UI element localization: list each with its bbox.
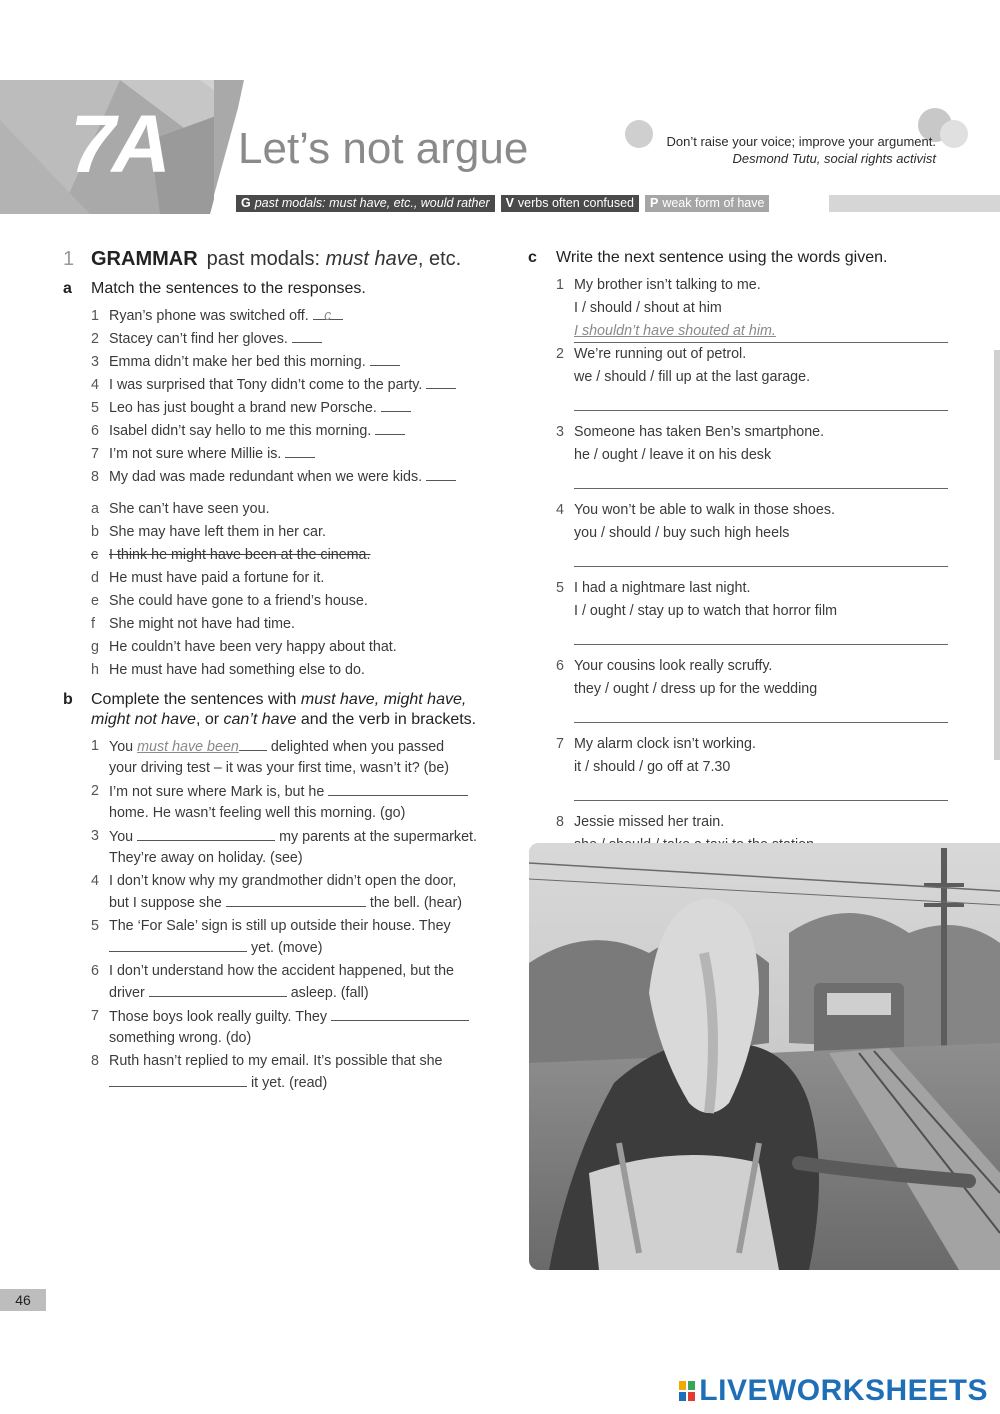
- part-c-items: [556, 274, 948, 879]
- list-item: 4 I was surprised that Tony didn’t come to the party.: [91, 374, 503, 397]
- left-column: [63, 248, 503, 1096]
- list-item: c I think he might have been at the cinema.: [91, 547, 371, 563]
- section-subtitle: past modals: must have, etc.: [206, 248, 462, 270]
- list-item: 8 Ruth hasn’t replied to my email. It’s possible that she it yet. (read): [91, 1053, 443, 1091]
- answer-line[interactable]: [574, 389, 948, 411]
- tag-bar-fill: [829, 195, 1000, 212]
- part-a-responses: [91, 498, 503, 682]
- unit-code: 7A: [70, 99, 167, 190]
- answer-blank[interactable]: [149, 982, 287, 997]
- part-a-heading: a Match the sentences to the responses.: [63, 280, 366, 297]
- answer-blank[interactable]: [137, 826, 275, 841]
- right-column: [528, 248, 948, 889]
- tag-pronunciation: P weak form of have: [645, 195, 769, 212]
- list-item: f She might not have had time.: [91, 616, 295, 632]
- photo-illustration: [529, 843, 1000, 1270]
- list-item: 1 My brother isn’t talking to me. I / should / shout at him I shouldn’t have shouted at him.: [556, 274, 948, 343]
- quote-author: Desmond Tutu, social rights activist: [732, 151, 936, 166]
- list-item: 6 Isabel didn’t say hello to me this morning.: [91, 420, 503, 443]
- list-item: 3 Emma didn’t make her bed this morning.: [91, 351, 503, 374]
- list-item: d He must have paid a fortune for it.: [91, 570, 325, 586]
- photo-girl-at-station: [529, 843, 1000, 1270]
- answer-line[interactable]: [574, 467, 948, 489]
- tag-vocabulary: V verbs often confused: [501, 195, 639, 212]
- unit-title: Let’s not argue: [238, 124, 529, 173]
- answer-line[interactable]: [574, 545, 948, 567]
- part-b-items: [91, 736, 503, 1094]
- answer-blank[interactable]: [426, 466, 456, 481]
- quote-bubble-icon: [940, 120, 968, 148]
- list-item: 3 Someone has taken Ben’s smartphone. he / ought / leave it on his desk: [556, 421, 948, 489]
- answer-line[interactable]: [574, 701, 948, 723]
- answer-blank[interactable]: [375, 420, 405, 435]
- answer-blank[interactable]: [292, 328, 322, 343]
- list-item: g He couldn’t have been very happy about that.: [91, 639, 397, 655]
- list-item: 2 I’m not sure where Mark is, but he home. He wasn’t feeling well this morning. (go): [91, 781, 503, 824]
- list-item: 1 You must have been delighted when you passed your driving test – it was your first time, wasn’t it? (be): [91, 738, 450, 776]
- page-number: 46: [0, 1289, 46, 1311]
- logo-text: LIVEWORKSHEETS: [699, 1374, 988, 1407]
- list-item: 5 I had a nightmare last night. I / ought / stay up to watch that horror film: [556, 577, 948, 645]
- logo-blocks-icon: [679, 1381, 695, 1401]
- answer-blank[interactable]: [328, 781, 468, 796]
- answer-blank[interactable]: [109, 1072, 247, 1087]
- part-c-heading: c Write the next sentence using the words given.: [528, 249, 888, 266]
- list-item: 3 You my parents at the supermarket. They’re away on holiday. (see): [91, 828, 477, 866]
- list-item: 8 My dad was made redundant when we were kids.: [91, 466, 503, 489]
- list-item: 1 Ryan’s phone was switched off. c: [91, 305, 503, 328]
- list-item: 4 You won’t be able to walk in those shoes. you / should / buy such high heels: [556, 499, 948, 567]
- answer-blank[interactable]: [226, 892, 366, 907]
- list-item: b She may have left them in her car.: [91, 524, 326, 540]
- list-item: h He must have had something else to do.: [91, 662, 365, 678]
- list-item: 2 Stacey can’t find her gloves.: [91, 328, 503, 351]
- list-item: e She could have gone to a friend’s house.: [91, 593, 368, 609]
- liveworksheets-logo[interactable]: [679, 1374, 988, 1408]
- answer-blank[interactable]: [331, 1006, 469, 1021]
- list-item: 7 I’m not sure where Millie is.: [91, 443, 503, 466]
- list-item: 4 I don’t know why my grandmother didn’t open the door, but I suppose she the bell. (hear): [91, 873, 463, 911]
- answer-line[interactable]: [574, 779, 948, 801]
- list-item: 8 Jessie missed her train.: [556, 811, 948, 879]
- quote-text: Don’t raise your voice; improve your argument.: [666, 134, 936, 149]
- section-heading: [63, 248, 503, 271]
- unit-header: [0, 80, 1000, 214]
- answer-blank[interactable]: [370, 351, 400, 366]
- list-item: 6 Your cousins look really scruffy. they / ought / dress up for the wedding: [556, 655, 948, 723]
- answer-blank[interactable]: [285, 443, 315, 458]
- section-title: GRAMMAR: [91, 248, 198, 270]
- answer-blank[interactable]: [381, 397, 411, 412]
- answer-line[interactable]: I shouldn’t have shouted at him.: [574, 320, 948, 343]
- part-b-heading: b Complete the sentences with must have, might have, might not have, or can’t have and the verb in brackets.: [63, 691, 477, 728]
- answer-line[interactable]: [574, 623, 948, 645]
- list-item: 5 The ‘For Sale’ sign is still up outside their house. They yet. (move): [91, 918, 451, 956]
- section-number: 1: [63, 248, 75, 270]
- page-edge-bar: [994, 350, 1000, 760]
- answer-blank[interactable]: [109, 937, 247, 952]
- list-item: a She can’t have seen you.: [91, 501, 270, 517]
- list-item: 7 My alarm clock isn’t working. it / should / go off at 7.30: [556, 733, 948, 801]
- list-item: 7 Those boys look really guilty. They something wrong. (do): [91, 1006, 503, 1049]
- part-a-sentences: [91, 305, 503, 489]
- answer-blank[interactable]: c: [313, 305, 343, 320]
- tag-grammar: G past modals: must have, etc., would rather: [236, 195, 495, 212]
- topic-tag-bar: [236, 195, 769, 212]
- quote-bubble-icon: [625, 120, 653, 148]
- list-item: 5 Leo has just bought a brand new Porsche.: [91, 397, 503, 420]
- answer-blank[interactable]: [426, 374, 456, 389]
- answer-blank[interactable]: must have been: [137, 739, 239, 755]
- list-item: 2 We’re running out of petrol. we / should / fill up at the last garage.: [556, 343, 948, 411]
- list-item: 6 I don’t understand how the accident happened, but the driver asleep. (fall): [91, 963, 454, 1001]
